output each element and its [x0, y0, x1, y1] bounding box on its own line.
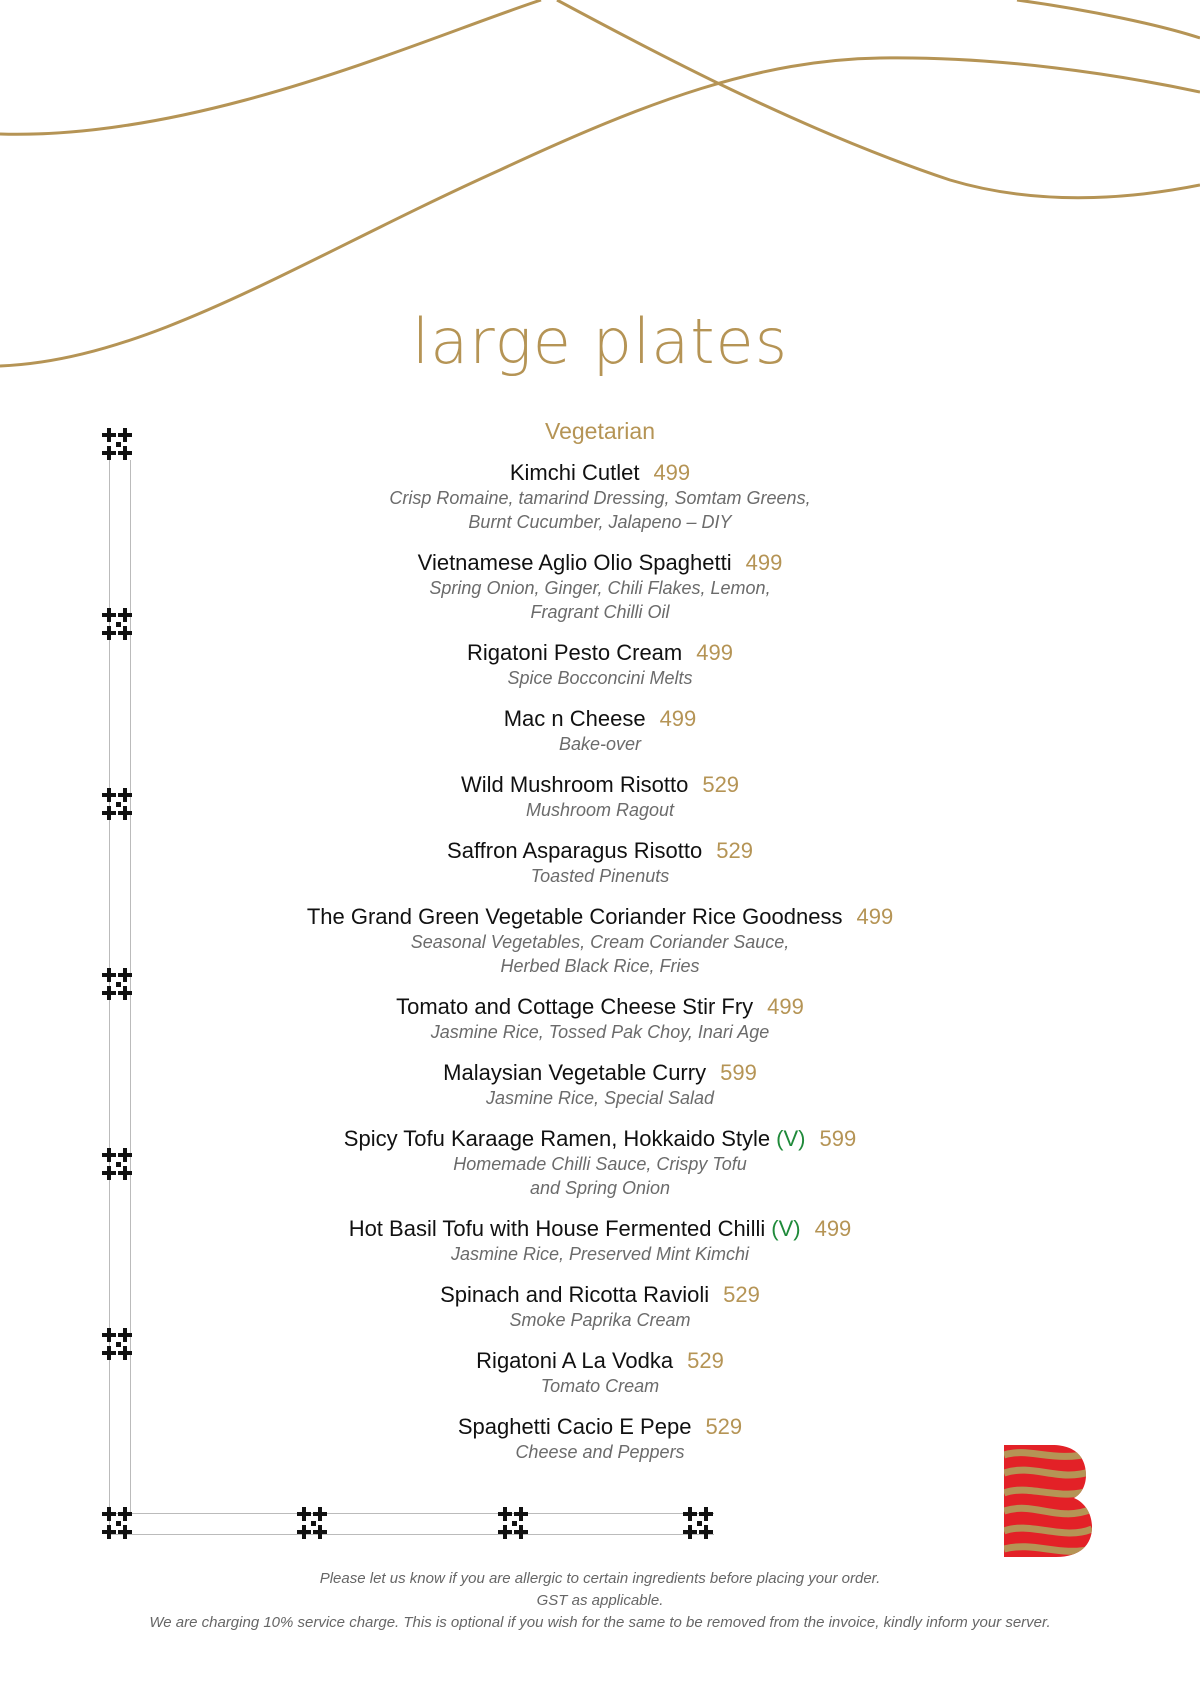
item-name-line [0, 1281, 1200, 1308]
item-description: Fragrant Chilli Oil [530, 602, 670, 622]
item-name: Rigatoni A La Vodka [476, 1348, 674, 1373]
menu-item [0, 903, 1200, 978]
frame-line [109, 1513, 714, 1514]
item-description: Homemade Chilli Sauce, Crispy Tofu [453, 1154, 747, 1174]
item-description: Toasted Pinenuts [530, 866, 670, 886]
menu-item [0, 639, 1200, 690]
item-name: Spinach and Ricotta Ravioli [440, 1282, 710, 1307]
page-title: large plates [411, 305, 788, 378]
item-description: Smoke Paprika Cream [509, 1310, 691, 1330]
item-name: Vietnamese Aglio Olio Spaghetti [417, 550, 732, 575]
item-description: Jasmine Rice, Special Salad [485, 1088, 715, 1108]
menu-item [0, 993, 1200, 1044]
frame-line [109, 1534, 714, 1535]
item-name-line [0, 1215, 1200, 1242]
cross-motif-icon [101, 1327, 137, 1363]
item-price: 499 [653, 460, 691, 485]
item-description: Mushroom Ragout [525, 800, 675, 820]
menu-item [0, 1347, 1200, 1398]
item-description: Tomato Cream [540, 1376, 660, 1396]
cross-motif-icon [296, 1506, 332, 1542]
menu-item [0, 459, 1200, 534]
item-description: Herbed Black Rice, Fries [500, 956, 700, 976]
item-name-line [0, 705, 1200, 732]
item-name: Saffron Asparagus Risotto [447, 838, 703, 863]
menu-item [0, 1215, 1200, 1266]
gst-note: GST as applicable. [536, 1592, 664, 1609]
cross-motif-icon [101, 1147, 137, 1183]
menu-item [0, 837, 1200, 888]
menu-item [0, 549, 1200, 624]
item-description: Crisp Romaine, tamarind Dressing, Somtam Greens, [389, 488, 811, 508]
vegan-tag: (V) [771, 1216, 801, 1241]
menu-list [0, 459, 1200, 1479]
menu-item [0, 705, 1200, 756]
item-price: 599 [720, 1060, 757, 1085]
item-price: 499 [856, 904, 894, 929]
item-name-line [0, 837, 1200, 864]
menu-item [0, 1281, 1200, 1332]
vegan-tag: (V) [776, 1126, 806, 1151]
item-price: 529 [723, 1282, 760, 1307]
cross-motif-icon [101, 427, 137, 463]
item-name: Wild Mushroom Risotto [460, 772, 689, 797]
item-price: 529 [716, 838, 753, 863]
item-description: Bake-over [558, 734, 642, 754]
item-name-line [0, 639, 1200, 666]
menu-item [0, 1059, 1200, 1110]
item-price: 529 [687, 1348, 724, 1373]
item-price: 499 [745, 550, 783, 575]
item-name-line [0, 1125, 1200, 1152]
cross-motif-icon [101, 967, 137, 1003]
item-price: 499 [767, 994, 804, 1019]
item-price: 529 [702, 772, 740, 797]
item-name-line [0, 993, 1200, 1020]
item-name: Tomato and Cottage Cheese Stir Fry [396, 994, 754, 1019]
item-description: Spring Onion, Ginger, Chili Flakes, Lemon, [429, 578, 771, 598]
cross-motif-icon [101, 607, 137, 643]
brand-logo [1004, 1445, 1092, 1557]
item-description: Seasonal Vegetables, Cream Coriander Sauce, [410, 932, 790, 952]
item-price: 499 [814, 1216, 852, 1241]
item-name: Rigatoni Pesto Cream [467, 640, 683, 665]
item-description: Spice Bocconcini Melts [507, 668, 693, 688]
item-name-line [0, 903, 1200, 930]
item-description: Cheese and Peppers [515, 1442, 685, 1462]
item-name: Malaysian Vegetable Curry [443, 1060, 707, 1085]
item-description: Burnt Cucumber, Jalapeno – DIY [468, 512, 732, 532]
item-name: Kimchi Cutlet [509, 460, 640, 485]
item-name: Spicy Tofu Karaage Ramen, Hokkaido Style [343, 1126, 771, 1151]
menu-item [0, 771, 1200, 822]
item-name-line [0, 1413, 1200, 1440]
cross-motif-icon [101, 1506, 137, 1542]
item-price: 499 [696, 640, 733, 665]
item-name-line [0, 1347, 1200, 1374]
item-name-line [0, 459, 1200, 486]
item-name-line [0, 1059, 1200, 1086]
item-price: 499 [659, 706, 697, 731]
item-description: Jasmine Rice, Tossed Pak Choy, Inari Age [430, 1022, 770, 1042]
service-charge-note: We are charging 10% service charge. This is optional if you wish for the same to be removed from the invoice, kindly inform your server. [149, 1614, 1051, 1631]
item-price: 529 [705, 1414, 743, 1439]
menu-item [0, 1125, 1200, 1200]
cross-motif-icon [682, 1506, 718, 1542]
item-name: The Grand Green Vegetable Coriander Rice Goodness [306, 904, 843, 929]
item-name: Mac n Cheese [503, 706, 646, 731]
item-name-line [0, 771, 1200, 798]
cross-motif-icon [497, 1506, 533, 1542]
item-description: Jasmine Rice, Preserved Mint Kimchi [450, 1244, 750, 1264]
item-name-line [0, 549, 1200, 576]
allergy-note: Please let us know if you are allergic to certain ingredients before placing your order. [319, 1570, 881, 1587]
item-name: Hot Basil Tofu with House Fermented Chilli [348, 1216, 766, 1241]
item-description: and Spring Onion [529, 1178, 671, 1198]
item-price: 599 [819, 1126, 857, 1151]
footer-notes [0, 1568, 1200, 1634]
item-name: Spaghetti Cacio E Pepe [457, 1414, 692, 1439]
cross-motif-icon [101, 787, 137, 823]
section-heading: Vegetarian [545, 418, 655, 444]
